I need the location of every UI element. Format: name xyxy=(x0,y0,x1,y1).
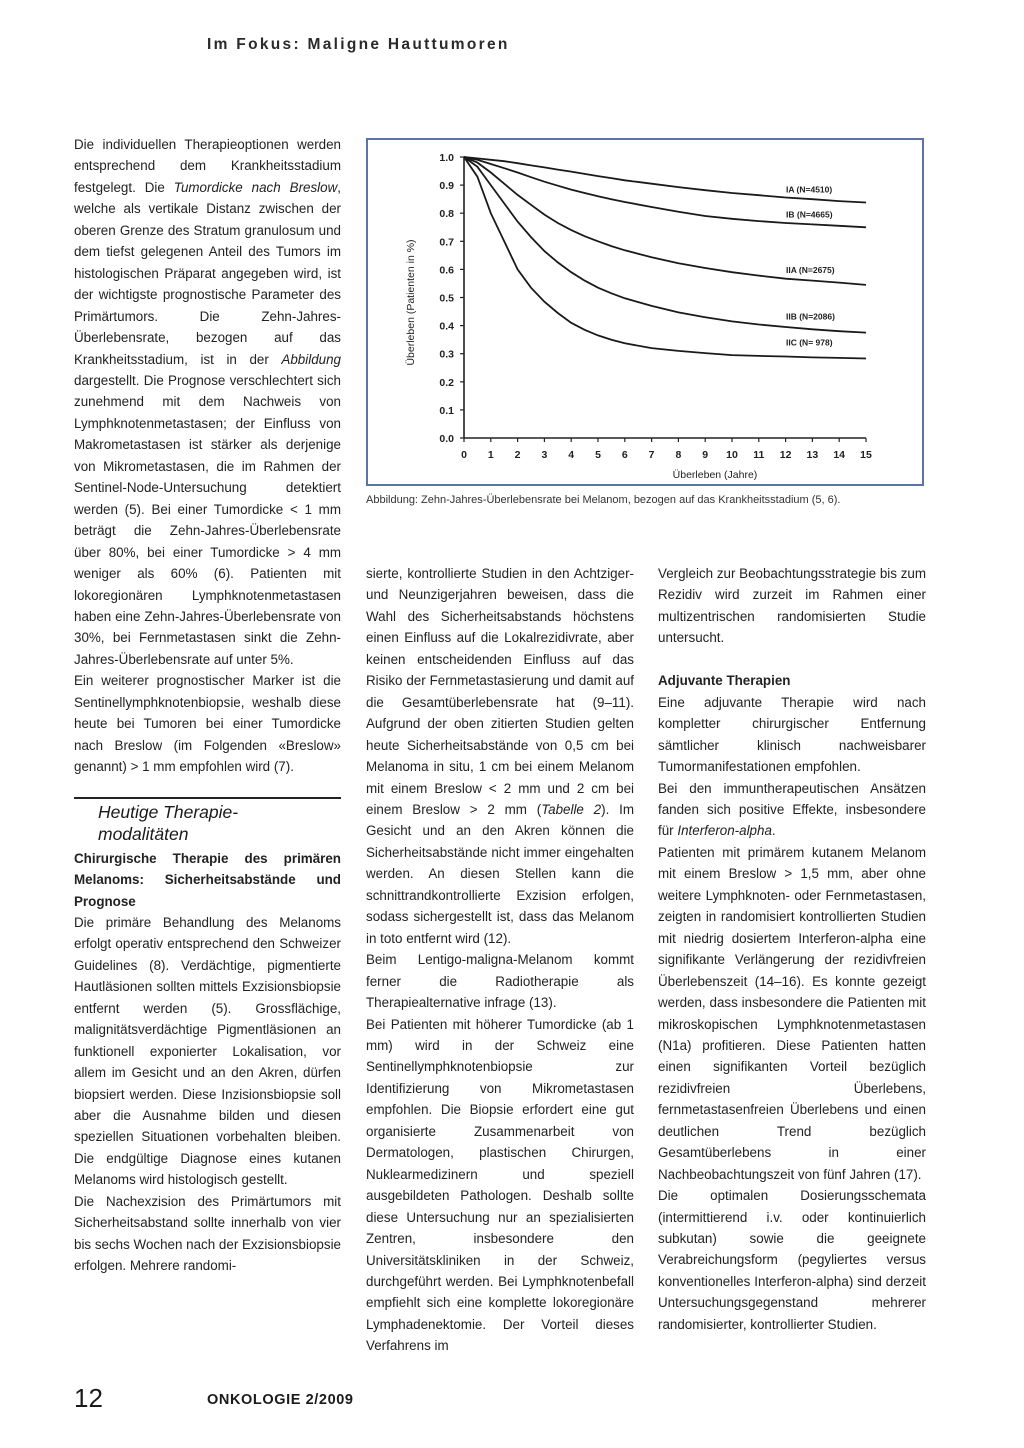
x-tick-label: 10 xyxy=(726,449,738,461)
x-tick-label: 2 xyxy=(514,449,521,461)
x-tick-label: 11 xyxy=(753,449,765,461)
x-tick-label: 1 xyxy=(487,449,494,461)
y-tick-label: 0.3 xyxy=(439,348,454,361)
y-tick-label: 0.2 xyxy=(439,376,454,389)
paragraph: Eine adjuvante Therapie wird nach kompletter chirurgischer Entfernung sämtlicher klinisch nachweisbarer Tumormanifestationen empfohlen. xyxy=(658,694,926,775)
x-tick-label: 8 xyxy=(675,449,682,461)
text-column-2 xyxy=(366,563,634,1357)
text-column-1 xyxy=(74,134,341,1277)
x-axis-label: Überleben (Jahre) xyxy=(672,469,758,481)
paragraph: Die primäre Behandlung des Melanoms erfolgt operativ entsprechend den Schweizer Guidelines (8). Verdächtige, pigmentierte Hautläsionen sollten mittels Exzisionsbiopsie entfernt werden (5). Grossflächige, malignitätsverdächtige Pigmentläsionen an funktionell exponierter Lokalisation, vor allem im Gesicht und an den Akren, dürfen biopsiert werden. Diese Inzisionsbiopsie soll aber die Ausnahme bilden und diesen speziellen Situationen vorbehalten bleiben. Die endgültige Diagnose eines kutanen Melanoms wird histologisch gestellt. xyxy=(74,914,341,1188)
series-label: IB (N=4665) xyxy=(786,209,833,220)
x-tick-label: 7 xyxy=(648,449,655,461)
survival-chart xyxy=(366,138,924,486)
paragraph: Ein weiterer prognostischer Marker ist die Sentinellymphknotenbiopsie, weshalb diese heute bei Tumoren bei einer Tumordicke nach Breslow (im Folgenden «Breslow» genannt) > 1 mm empfohlen wird (7). xyxy=(74,673,341,775)
series-label: IIB (N=2086) xyxy=(786,311,835,322)
y-tick-label: 0.0 xyxy=(439,433,454,445)
x-tick-label: 9 xyxy=(702,449,709,461)
survival-chart-svg xyxy=(368,140,922,484)
y-tick-label: 0.7 xyxy=(439,236,454,249)
subheading: Adjuvante Therapien xyxy=(658,673,791,689)
y-tick-label: 0.9 xyxy=(439,180,454,193)
y-axis-label: Überleben (Patienten in %) xyxy=(405,239,417,366)
x-tick-label: 13 xyxy=(806,449,819,461)
x-tick-label: 14 xyxy=(833,449,846,461)
x-tick-label: 15 xyxy=(860,449,872,461)
x-tick-label: 3 xyxy=(541,449,548,461)
subheading: Chirurgische Therapie des primären Melanoms: Sicherheitsabstände und Prognose xyxy=(74,850,341,909)
x-tick-label: 5 xyxy=(595,449,601,461)
y-tick-label: 0.1 xyxy=(439,404,454,417)
paragraph: Patienten mit primärem kutanem Melanom mit einem Breslow > 1,5 mm, aber ohne weitere Lymphknoten- oder Fernmetastasen, zeigten in randomisiert kontrollierten Studien mit niedrig dosiertem Interferon-alpha eine signifikante Verlängerung der rezidivfreien Überlebenszeit (14–16). Es konnte gezeigt werden, dass insbesondere die Patienten mit mikroskopischen Lymphknotenmetastasen (N1a) profitieren. Diese Patienten hatten einen signifikanten Vorteil bezüglich rezidivfreien Überlebens, fernmetastasenfreien Überlebens und einen deutlichen Trend bezüglich Gesamtüberlebens in einer Nachbeobachtungszeit von fünf Jahren (17). xyxy=(658,844,926,1182)
series-line xyxy=(464,157,866,333)
paragraph: Beim Lentigo-maligna-Melanom kommt ferner die Radiotherapie als Therapiealternative infrage (13). xyxy=(366,952,634,1011)
paragraph: Bei Patienten mit höherer Tumordicke (ab 1 mm) wird in der Schweiz eine Sentinellymphknotenbiopsie zur Identifizierung von Mikrometastasen empfohlen. Die Biopsie erfordert eine gut organisierte Zusammenarbeit von Dermatologen, plastischen Chirurgen, Nuklearmedizinern und speziell ausgebildeten Pathologen. Deshalb sollte diese Untersuchung nur an spezialisierten Zentren, insbesondere den Universitätskliniken in der Schweiz, durchgeführt werden. Bei Lymphknotenbefall empfiehlt sich eine komplette lokoregionäre Lymphadenektomie. Der Vorteil dieses Verfahrens im xyxy=(366,1016,634,1354)
section-title: Heutige Therapie- modalitäten xyxy=(98,801,239,844)
y-tick-label: 1.0 xyxy=(439,152,454,164)
x-tick-label: 0 xyxy=(461,449,467,461)
y-tick-label: 0.4 xyxy=(439,320,454,333)
x-tick-label: 12 xyxy=(779,449,792,461)
x-tick-label: 4 xyxy=(568,449,575,461)
x-tick-label: 6 xyxy=(621,449,628,461)
text-column-3 xyxy=(658,563,926,1335)
y-tick-label: 0.6 xyxy=(439,264,454,277)
paragraph: Die individuellen Therapieoptionen werden entsprechend dem Krankheitsstadium festgelegt. Die Tumordicke nach Breslow, welche als vertikale Distanz zwischen der oberen Grenze des Stratum granulosum und dem tiefst gelegenen Anteil des Tumors im histologischen Präparat angegeben wird, ist der wichtigste prognostische Parameter des Primärtumors. Die Zehn-Jahres-Überlebensrate, bezogen auf das Krankheitsstadium, ist in der Abbildung dargestellt. Die Prognose verschlechtert sich zunehmend mit dem Nachweis von Lymphknotenmetastasen; der Einfluss von Makrometastasen ist stärker als derjenige von Mikrometastasen, die im Rahmen der Sentinel-Node-Untersuchung detektiert werden (5). Bei einer Tumordicke < 1 mm beträgt die Zehn-Jahres-Überlebensrate über 80%, bei einer Tumordicke > 4 mm weniger als 60% (6). Patienten mit lokoregionären Lymphknotenmetastasen haben eine Zehn-Jahres-Überlebensrate von 30%, bei Fernmetastasen sinkt die Zehn-Jahres-Überlebensrate auf unter 5%. xyxy=(74,137,341,667)
series-label: IIA (N=2675) xyxy=(786,264,835,275)
running-title: Im Fokus: Maligne Hauttumoren xyxy=(207,36,510,53)
y-tick-label: 0.5 xyxy=(439,292,454,305)
page-number: 12 xyxy=(74,1383,103,1413)
series-line xyxy=(464,157,866,203)
series-label: IIC (N= 978) xyxy=(786,337,833,348)
paragraph: Die Nachexzision des Primärtumors mit Sicherheitsabstand sollte innerhalb von vier bis sechs Wochen nach der Exzisionsbiopsie erfolgen. Mehrere randomi- xyxy=(74,1193,341,1274)
paragraph: Die optimalen Dosierungsschemata (intermittierend i.v. oder kontinuierlich subkutan) sowie die geeignete Verabreichungsform (pegyliertes versus konventionelles Interferon-alpha) sind derzeit Untersuchungsgegenstand mehrerer randomisierter, kontrollierter Studien. xyxy=(658,1188,926,1332)
paragraph: sierte, kontrollierte Studien in den Achtziger- und Neunzigerjahren beweisen, dass die Wahl des Sicherheitsabstands höchstens einen Einfluss auf die Lokalrezidivrate, aber keinen entscheidenden Einfluss auf das Risiko der Fernmetastasierung und damit auf die Gesamtüberlebensrate hat (9–11). Aufgrund der oben zitierten Studien gelten heute Sicherheitsabstände von 0,5 cm bei Melanoma in situ, 1 cm bei einem Melanom mit einem Breslow < 2 mm und 2 cm bei einem Breslow > 2 mm (Tabelle 2). Im Gesicht und an den Akren können die Sicherheitsabstände nicht immer eingehalten werden. An diesen Stellen kann die schnittrandkontrollierte Exzision erfolgen, sodass sichergestellt ist, dass das Melanom in toto entfernt wird (12). xyxy=(366,566,635,946)
figure-caption: Abbildung: Zehn-Jahres-Überlebensrate bei Melanom, bezogen auf das Krankheitsstadium (5, 6). xyxy=(366,494,841,506)
series-label: IA (N=4510) xyxy=(786,184,833,195)
journal-name: ONKOLOGIE 2/2009 xyxy=(207,1392,354,1408)
paragraph: Vergleich zur Beobachtungsstrategie bis zum Rezidiv wird zurzeit im Rahmen einer multizentrischen randomisierten Studie untersucht. xyxy=(658,566,926,646)
paragraph: Bei den immuntherapeutischen Ansätzen fanden sich positive Effekte, insbesondere für Interferon-alpha. xyxy=(658,780,926,839)
y-tick-label: 0.8 xyxy=(439,208,454,221)
section-divider xyxy=(74,797,341,799)
